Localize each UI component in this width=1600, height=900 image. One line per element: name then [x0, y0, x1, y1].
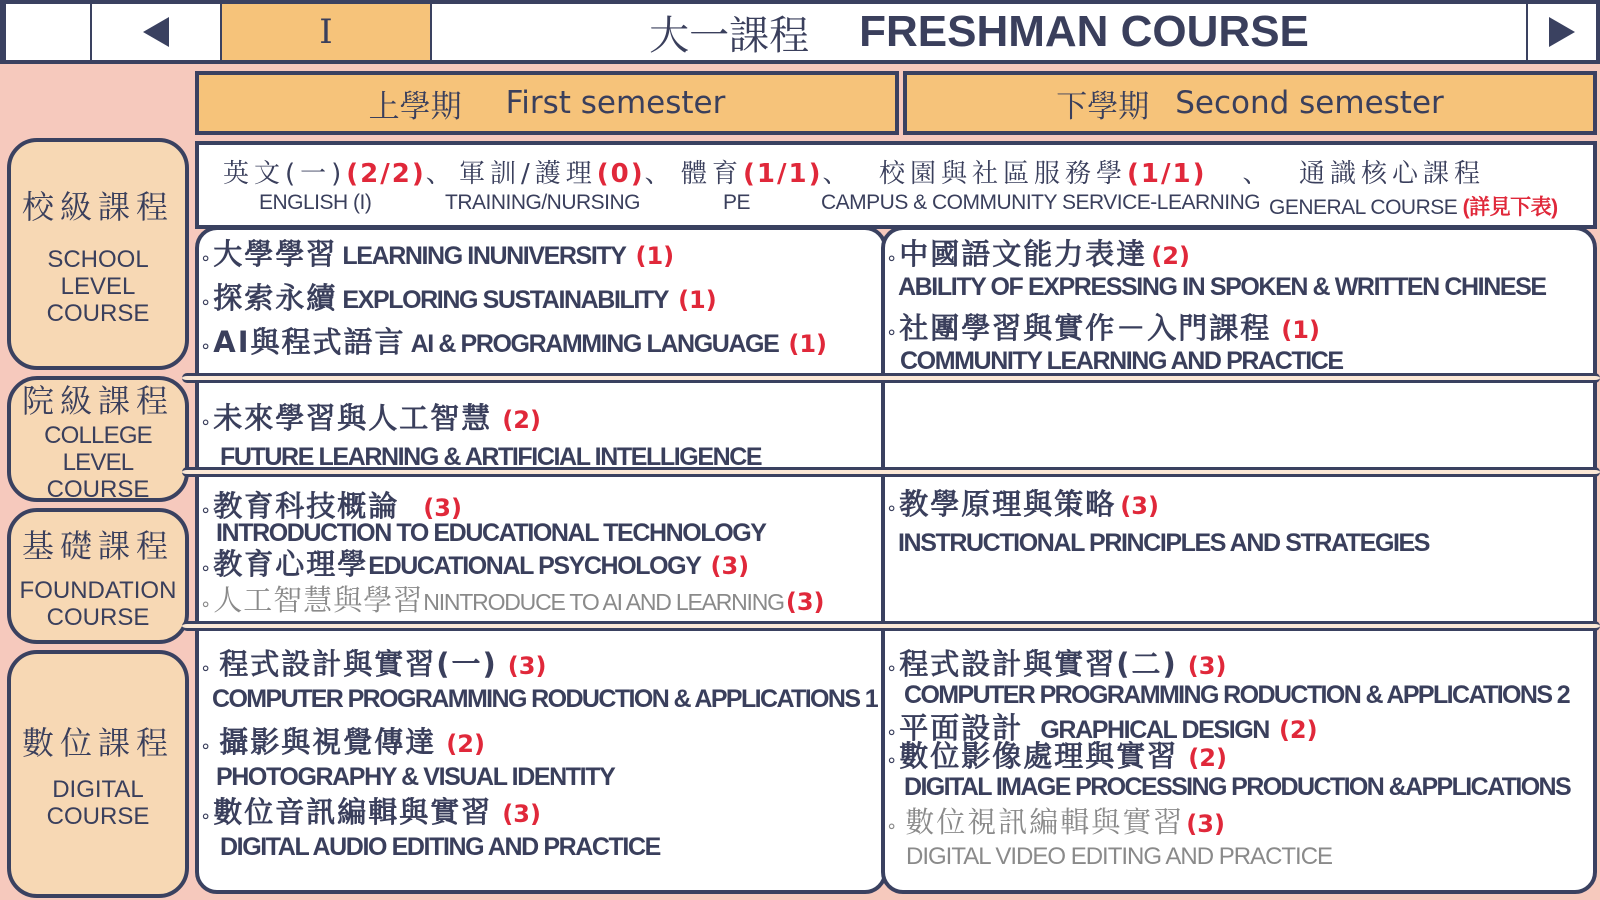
course-title-zh: 平面設計 [899, 711, 1024, 745]
course-credit: (1) [788, 330, 828, 358]
course-item [886, 306, 1343, 376]
course-credit: (3) [1187, 652, 1227, 680]
course-credit: (2) [446, 730, 485, 758]
course-title-en: INTRODUCTION TO EDUCATIONAL TECHNOLOGY [216, 519, 766, 547]
bullet-icon: ∘ [200, 806, 212, 827]
general-course-en: ENGLISH (I) [259, 191, 372, 214]
general-course-zh [681, 153, 853, 190]
course-title-zh: 數位視訊編輯與實習 [905, 805, 1185, 839]
course-credit: (1) [635, 242, 675, 270]
category-label-en: DIGITAL [52, 776, 144, 803]
general-course-en: PE [723, 191, 751, 214]
course-title-en: AI & PROGRAMMING LANGUAGE [410, 330, 779, 358]
next-page-button[interactable] [1528, 4, 1596, 60]
course-title-zh: 社團學習與實作－入門課程 [899, 311, 1272, 345]
course-credit: (0) [596, 159, 645, 189]
bullet-icon: ∘ [886, 816, 898, 837]
course-credit: (3) [507, 652, 547, 680]
course-title-en: LEARNING INUNIVERSITY [342, 242, 626, 270]
separator: 、 [644, 159, 676, 189]
bullet-icon: ∘ [200, 412, 212, 433]
bullet-icon: ∘ [886, 498, 898, 519]
course-title-en: FUTURE LEARNING & ARTIFICIAL INTELLIGENCE [220, 443, 762, 471]
bullet-icon: ∘ [200, 594, 212, 615]
page-indicator: I [222, 4, 430, 60]
course-title-zh: 攝影與視覺傳達 [219, 725, 437, 759]
course-item [886, 734, 1570, 802]
second-semester-zh: 下學期 [1056, 88, 1150, 125]
course-item [200, 542, 749, 583]
course-item [200, 484, 766, 548]
category-college-level [7, 376, 189, 502]
course-credit: (2) [1278, 716, 1318, 744]
first-semester-en: First semester [505, 85, 726, 121]
course-title-zh: 英文(一) [223, 159, 347, 189]
course-title-en: COMMUNITY LEARNING AND PRACTICE [900, 347, 1343, 375]
course-item [886, 482, 1429, 558]
bullet-icon: ∘ [886, 722, 898, 743]
course-credit: (2/2) [346, 159, 426, 189]
category-label-en: FOUNDATION [19, 577, 177, 604]
course-title-zh: 通識核心課程 [1299, 159, 1486, 189]
course-title-en: NINTRODUCE TO AI AND LEARNING [423, 589, 784, 615]
separator: 、 [425, 159, 457, 189]
course-item [200, 642, 877, 714]
course-item [200, 578, 824, 619]
bullet-icon: ∘ [200, 500, 212, 521]
course-title-en: DIGITAL VIDEO EDITING AND PRACTICE [906, 843, 1333, 870]
general-course-en: CAMPUS & COMMUNITY SERVICE-LEARNING [821, 191, 1261, 214]
category-label-en: COURSE [46, 475, 150, 503]
course-credit: (3) [502, 800, 541, 828]
separator: 、 [1242, 159, 1274, 189]
course-title-en: GRAPHICAL DESIGN [1040, 716, 1269, 744]
course-item [886, 232, 1546, 302]
second-semester-en: Second semester [1175, 85, 1444, 121]
prev-page-button[interactable] [92, 4, 220, 60]
course-credit: (3) [785, 588, 825, 616]
bullet-icon: ∘ [200, 336, 212, 357]
general-course-zh [879, 153, 1273, 190]
course-title-zh: 教學原理與策略 [899, 487, 1117, 521]
course-credit: (1/1) [1127, 159, 1207, 189]
bullet-icon: ∘ [886, 248, 898, 269]
category-label-en: COLLEGE LEVEL [44, 421, 152, 476]
course-credit: (3) [1186, 810, 1225, 838]
see-below-note: (詳見下表) [1462, 196, 1558, 219]
course-title-zh: 教育科技概論 [213, 489, 400, 523]
bullet-icon: ∘ [200, 558, 212, 579]
category-label-zh: 院級課程 [21, 381, 174, 420]
course-credit: (1/1) [743, 159, 823, 189]
first-semester-zh: 上學期 [368, 88, 462, 125]
course-title-zh: 軍訓/護理 [459, 159, 597, 189]
general-course-en: TRAINING/NURSING [445, 191, 641, 214]
course-item [200, 790, 660, 862]
course-credit: (3) [710, 552, 750, 580]
triangle-right-icon [1547, 15, 1577, 49]
course-item [200, 396, 761, 472]
course-item [200, 320, 827, 361]
general-course-zh [1299, 153, 1485, 190]
separator: 、 [822, 159, 854, 189]
course-credit: (2) [1188, 744, 1227, 772]
topbar-blank-cell [6, 4, 90, 60]
course-title-zh: 未來學習與人工智慧 [213, 401, 493, 435]
course-title-en: DIGITAL AUDIO EDITING AND PRACTICE [220, 833, 660, 861]
course-title-zh: 人工智慧與學習 [213, 583, 424, 617]
course-item [200, 232, 674, 273]
category-label-en: LEVEL [60, 272, 136, 300]
category-foundation [7, 508, 189, 644]
general-course-zh [459, 153, 676, 190]
course-title-en: PHOTOGRAPHY & VISUAL IDENTITY [216, 763, 615, 791]
course-item [886, 800, 1332, 871]
course-title-en: COMPUTER PROGRAMMING RODUCTION & APPLICATIONS 1 [212, 685, 878, 713]
triangle-left-icon [141, 15, 171, 49]
category-label-zh: 校級課程 [21, 187, 174, 226]
category-digital [7, 650, 189, 898]
course-title-zh: 程式設計與實習(二) [899, 647, 1178, 681]
course-title-zh: 數位音訊編輯與實習 [213, 795, 493, 829]
bullet-icon: ∘ [886, 658, 898, 679]
course-title-en: ABILITY OF EXPRESSING IN SPOKEN & WRITTEN CHINESE [898, 273, 1546, 301]
category-label-en: SCHOOL [47, 245, 149, 273]
bullet-icon: ∘ [200, 736, 212, 757]
course-title-zh: 教育心理學 [213, 547, 369, 581]
course-credit: (1) [678, 286, 717, 314]
course-title-zh: 程式設計與實習(一) [219, 647, 498, 681]
course-item [886, 642, 1569, 710]
category-label-zh: 數位課程 [21, 724, 174, 762]
course-credit: (2) [1151, 242, 1190, 270]
course-credit: (2) [502, 406, 541, 434]
course-item [200, 720, 614, 792]
first-semester-header [195, 71, 899, 135]
bullet-icon: ∘ [200, 292, 212, 313]
general-course-zh [223, 153, 457, 190]
bullet-icon: ∘ [200, 658, 212, 679]
category-label-en: COURSE [46, 803, 150, 830]
section-divider [182, 621, 1600, 631]
course-title-zh: AI與程式語言 [213, 325, 406, 359]
course-title-en: INSTRUCTIONAL PRINCIPLES AND STRATEGIES [898, 529, 1430, 557]
bullet-icon: ∘ [200, 248, 212, 269]
course-title-zh: 中國語文能力表達 [899, 237, 1148, 271]
course-credit: (1) [1281, 316, 1320, 344]
general-course-en-text: GENERAL COURSE [1269, 196, 1458, 219]
category-label-en: COURSE [46, 604, 150, 631]
general-course-en [1269, 191, 1558, 221]
course-credit: (3) [1120, 492, 1159, 520]
category-label-zh: 基礎課程 [21, 527, 174, 565]
course-title-zh: 數位影像處理與實習 [899, 739, 1179, 773]
second-semester-header [903, 71, 1597, 135]
course-title-zh: 探索永續 [213, 281, 338, 315]
course-item [200, 276, 717, 317]
category-label-en: COURSE [46, 299, 150, 327]
course-title-en: DIGITAL IMAGE PROCESSING PRODUCTION &APPLICATIONS [904, 773, 1571, 801]
course-credit: (3) [423, 494, 462, 522]
course-title-en: EDUCATIONAL PSYCHOLOGY [368, 552, 701, 580]
bullet-icon: ∘ [886, 750, 898, 771]
course-title-en: COMPUTER PROGRAMMING RODUCTION & APPLICATIONS 2 [904, 681, 1570, 709]
page-title-zh: 大一課程 [649, 12, 810, 59]
page-title [432, 4, 1526, 60]
course-title-zh: 校園與社區服務學 [879, 159, 1128, 189]
category-school-level [7, 138, 189, 370]
course-title-zh: 體育 [681, 159, 744, 189]
course-title-en: EXPLORING SUSTAINABILITY [342, 286, 669, 314]
general-courses-row [195, 141, 1597, 229]
top-bar [0, 0, 1600, 64]
page-title-en: FRESHMAN COURSE [859, 7, 1309, 56]
course-title-zh: 大學學習 [213, 237, 338, 271]
bullet-icon: ∘ [886, 322, 898, 343]
